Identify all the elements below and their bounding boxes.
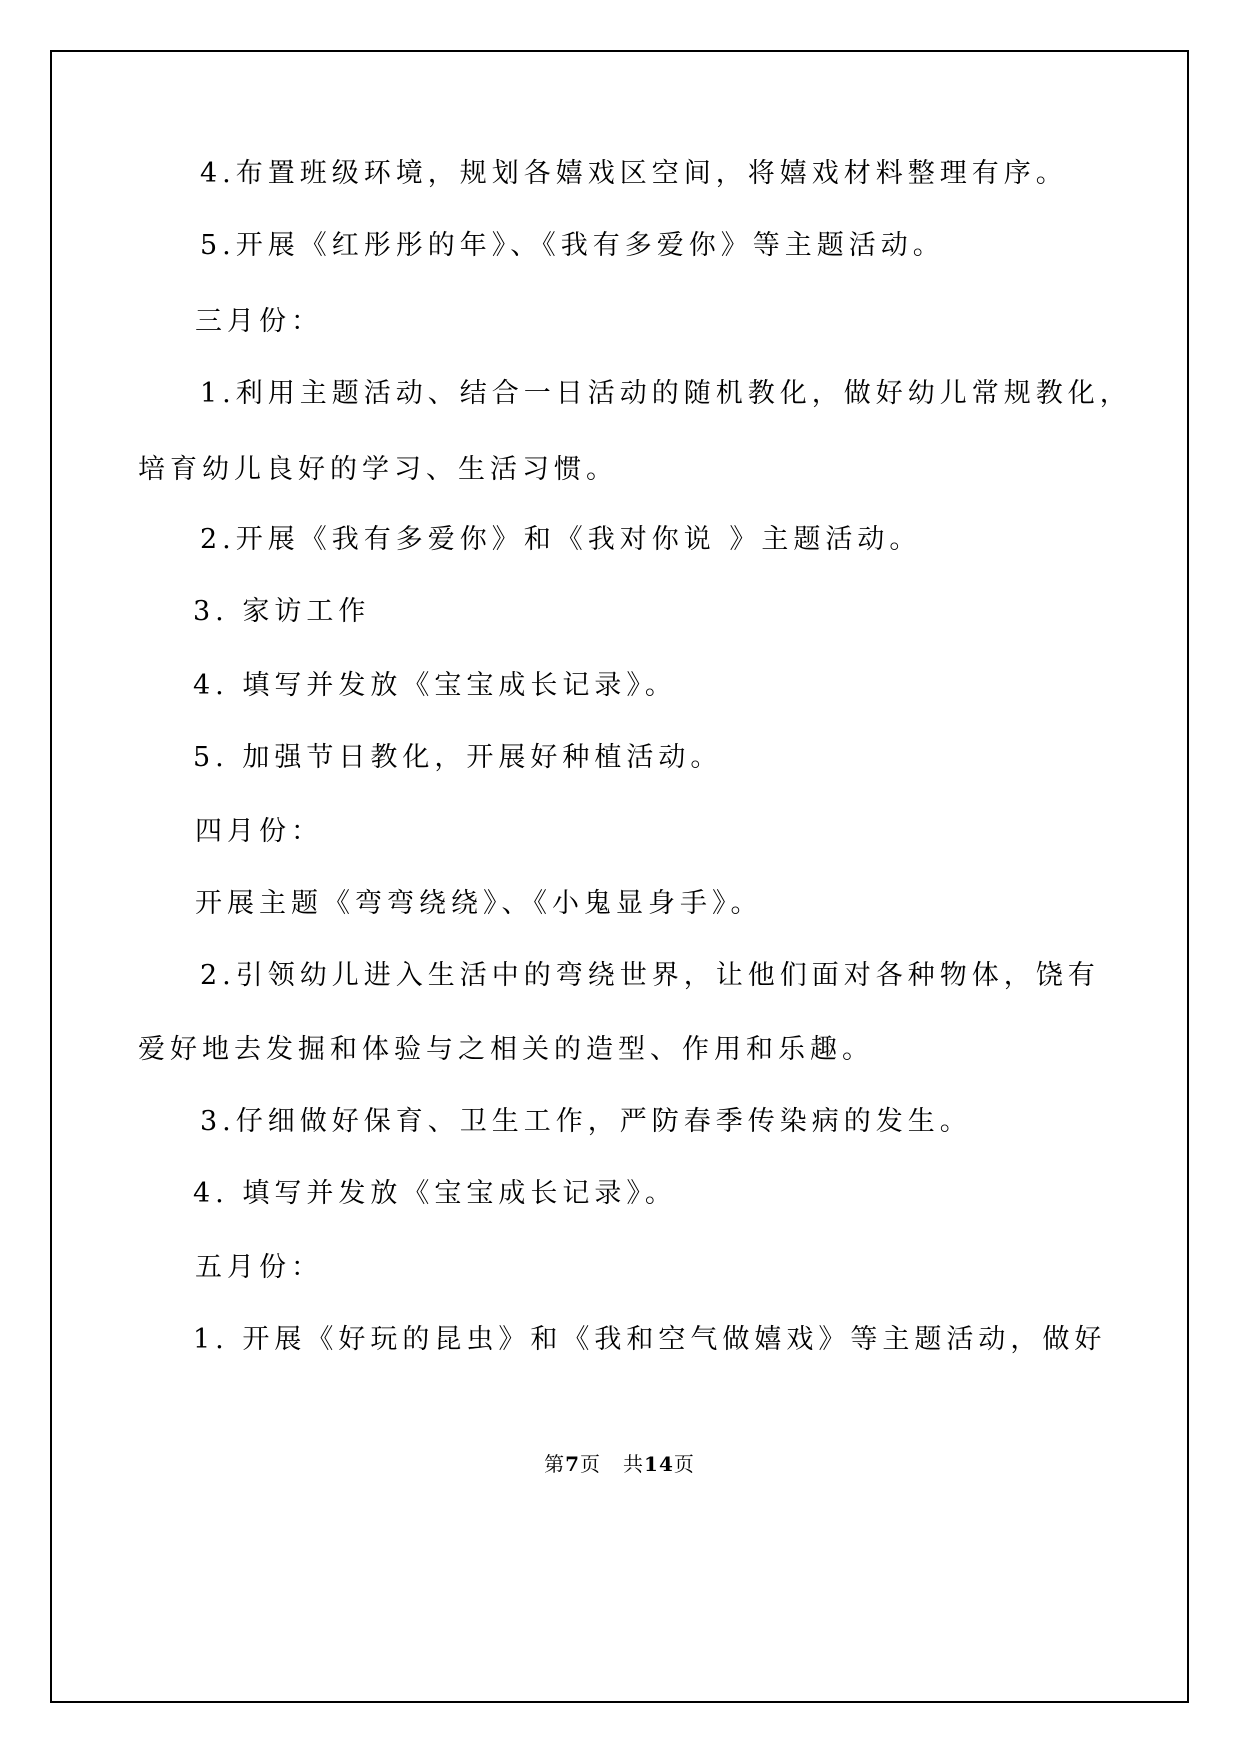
total-prefix: 共: [623, 1452, 645, 1476]
section-heading-april: 四月份：: [195, 816, 323, 847]
page-footer: [52, 1454, 1187, 1474]
section-heading-may: 五月份：: [195, 1252, 323, 1283]
paragraph-line: 3. 家访工作: [193, 596, 371, 627]
section-heading-march: 三月份：: [195, 306, 323, 337]
paragraph-line: 5.开展《红彤彤的年》、《我有多爱你》等主题活动。: [200, 230, 945, 261]
paragraph-line: 2.开展《我有多爱你》和《我对你说 》主题活动。: [200, 524, 922, 555]
paragraph-line: 4.布置班级环境，规划各嬉戏区空间，将嬉戏材料整理有序。: [200, 158, 1068, 189]
paragraph-line: 5. 加强节日教化，开展好种植活动。: [193, 742, 723, 773]
paragraph-line: 爱好地去发掘和体验与之相关的造型、作用和乐趣。: [138, 1034, 874, 1065]
page-unit: 页: [580, 1452, 602, 1476]
paragraph-line: 1. 开展《好玩的昆虫》和《我和空气做嬉戏》等主题活动，做好: [193, 1324, 1107, 1355]
page-total: 14: [644, 1452, 674, 1476]
paragraph-line: 1.利用主题活动、结合一日活动的随机教化，做好幼儿常规教化，: [200, 378, 1132, 409]
page-number: 7: [565, 1452, 581, 1476]
paragraph-line: 3.仔细做好保育、卫生工作，严防春季传染病的发生。: [200, 1106, 972, 1137]
paragraph-line: 开展主题《弯弯绕绕》、《小鬼显身手》。: [195, 888, 763, 919]
page-prefix: 第: [544, 1452, 566, 1476]
paragraph-line: 4. 填写并发放《宝宝成长记录》。: [193, 1178, 677, 1209]
paragraph-line: 2.引领幼儿进入生活中的弯绕世界，让他们面对各种物体，饶有: [200, 960, 1100, 991]
paragraph-line: 4. 填写并发放《宝宝成长记录》。: [193, 670, 677, 701]
total-unit: 页: [673, 1452, 695, 1476]
paragraph-line: 培育幼儿良好的学习、生活习惯。: [138, 454, 618, 485]
page-frame: [50, 50, 1189, 1703]
